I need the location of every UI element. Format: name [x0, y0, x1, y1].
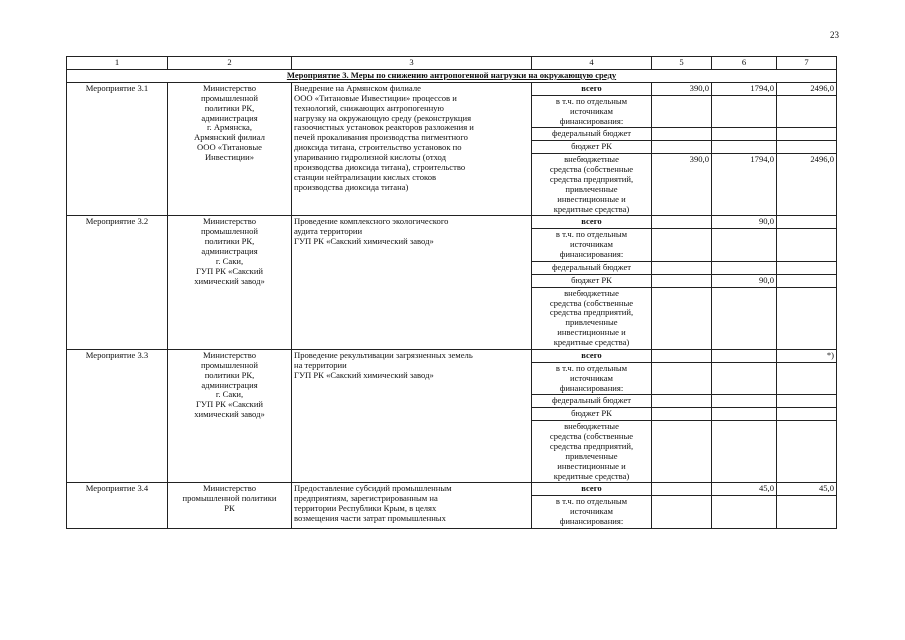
value-cell	[652, 395, 712, 408]
measure-name: Мероприятие 3.2	[67, 216, 168, 350]
col-header: 1	[67, 57, 168, 70]
measure-description: Внедрение на Армянском филиале ООО «Титановые Инвестиции» процессов и технологий, снижающих антропогенную нагрузку на окружающую среду (реконструкция газоочистных установок реакторов разложения и печей прокаливания производства пигментного диоксида титана, строительство установок по упариванию гидролизной кислоты (отход производства диоксида титана), строительство станции нейтрализации кислых стоков производства диоксида титана)	[292, 82, 532, 216]
measure-executor: Министерство промышленной политики РК, администрация г. Саки, ГУП РК «Сакский химический завод»	[168, 216, 292, 350]
measure-description: Проведение комплексного экологического аудита территории ГУП РК «Сакский химический завод»	[292, 216, 532, 350]
col-header: 3	[292, 57, 532, 70]
value-cell: 90,0	[712, 274, 777, 287]
value-cell: 45,0	[712, 483, 777, 496]
value-cell	[777, 395, 837, 408]
label-including: в т.ч. по отдельным источникам финансирования:	[532, 229, 652, 262]
col-header: 7	[777, 57, 837, 70]
value-cell: 2496,0	[777, 154, 837, 216]
value-cell	[777, 216, 837, 229]
value-cell	[777, 141, 837, 154]
value-cell: 90,0	[712, 216, 777, 229]
table-row	[67, 216, 837, 229]
measure-executor: Министерство промышленной политики РК, администрация г. Армянска, Армянский филиал ООО «Титановые Инвестиции»	[168, 82, 292, 216]
value-cell	[652, 216, 712, 229]
table-row	[67, 82, 837, 95]
label-total: всего	[532, 216, 652, 229]
page-number: 23	[830, 30, 839, 40]
value-cell	[712, 395, 777, 408]
value-cell	[652, 141, 712, 154]
value-cell: 390,0	[652, 82, 712, 95]
col-header: 4	[532, 57, 652, 70]
value-cell	[712, 261, 777, 274]
value-cell	[712, 287, 777, 349]
value-cell	[652, 261, 712, 274]
table-row	[67, 349, 837, 362]
value-cell	[652, 408, 712, 421]
value-cell	[712, 128, 777, 141]
label-federal: федеральный бюджет	[532, 128, 652, 141]
value-cell	[777, 421, 837, 483]
label-rk-budget: бюджет РК	[532, 408, 652, 421]
measure-description: Проведение рекультивации загрязненных земель на территории ГУП РК «Сакский химический завод»	[292, 349, 532, 483]
measure-name: Мероприятие 3.4	[67, 483, 168, 529]
value-cell	[652, 287, 712, 349]
label-total: всего	[532, 349, 652, 362]
col-header: 6	[712, 57, 777, 70]
label-offbudget: внебюджетные средства (собственные средства предприятий, привлеченные инвестиционные и кредитные средства)	[532, 421, 652, 483]
measure-executor: Министерство промышленной политики РК	[168, 483, 292, 529]
value-cell	[777, 408, 837, 421]
value-cell: 45,0	[777, 483, 837, 496]
value-cell	[652, 274, 712, 287]
measure-executor: Министерство промышленной политики РК, администрация г. Саки, ГУП РК «Сакский химический завод»	[168, 349, 292, 483]
value-cell	[712, 408, 777, 421]
measure-name: Мероприятие 3.3	[67, 349, 168, 483]
value-cell: 390,0	[652, 154, 712, 216]
value-cell	[777, 287, 837, 349]
value-cell	[652, 483, 712, 496]
label-federal: федеральный бюджет	[532, 395, 652, 408]
label-including: в т.ч. по отдельным источникам финансирования:	[532, 362, 652, 395]
value-cell	[712, 349, 777, 362]
column-number-row	[67, 57, 837, 70]
value-cell	[652, 421, 712, 483]
value-cell	[777, 128, 837, 141]
measure-name: Мероприятие 3.1	[67, 82, 168, 216]
value-cell: 1794,0	[712, 154, 777, 216]
value-cell	[777, 261, 837, 274]
label-offbudget: внебюджетные средства (собственные средства предприятий, привлеченные инвестиционные и кредитные средства)	[532, 287, 652, 349]
measure-description: Предоставление субсидий промышленным предприятиям, зарегистрированным на территории Республики Крым, в целях возмещения части затрат промышленных	[292, 483, 532, 529]
table-row	[67, 483, 837, 496]
section-title: Мероприятие 3. Меры по снижению антропогенной нагрузки на окружающую среду	[67, 69, 837, 82]
financing-table	[66, 56, 837, 529]
label-offbudget: внебюджетные средства (собственные средства предприятий, привлеченные инвестиционные и кредитные средства)	[532, 154, 652, 216]
label-federal: федеральный бюджет	[532, 261, 652, 274]
label-rk-budget: бюджет РК	[532, 274, 652, 287]
label-total: всего	[532, 483, 652, 496]
value-cell	[712, 141, 777, 154]
value-cell: 2496,0	[777, 82, 837, 95]
value-cell: 1794,0	[712, 82, 777, 95]
value-cell	[652, 349, 712, 362]
value-cell	[652, 128, 712, 141]
value-cell	[712, 421, 777, 483]
value-cell	[777, 274, 837, 287]
col-header: 2	[168, 57, 292, 70]
label-rk-budget: бюджет РК	[532, 141, 652, 154]
label-total: всего	[532, 82, 652, 95]
label-including: в т.ч. по отдельным источникам финансирования:	[532, 496, 652, 529]
col-header: 5	[652, 57, 712, 70]
section-title-row	[67, 69, 837, 82]
value-cell: *)	[777, 349, 837, 362]
label-including: в т.ч. по отдельным источникам финансирования:	[532, 95, 652, 128]
